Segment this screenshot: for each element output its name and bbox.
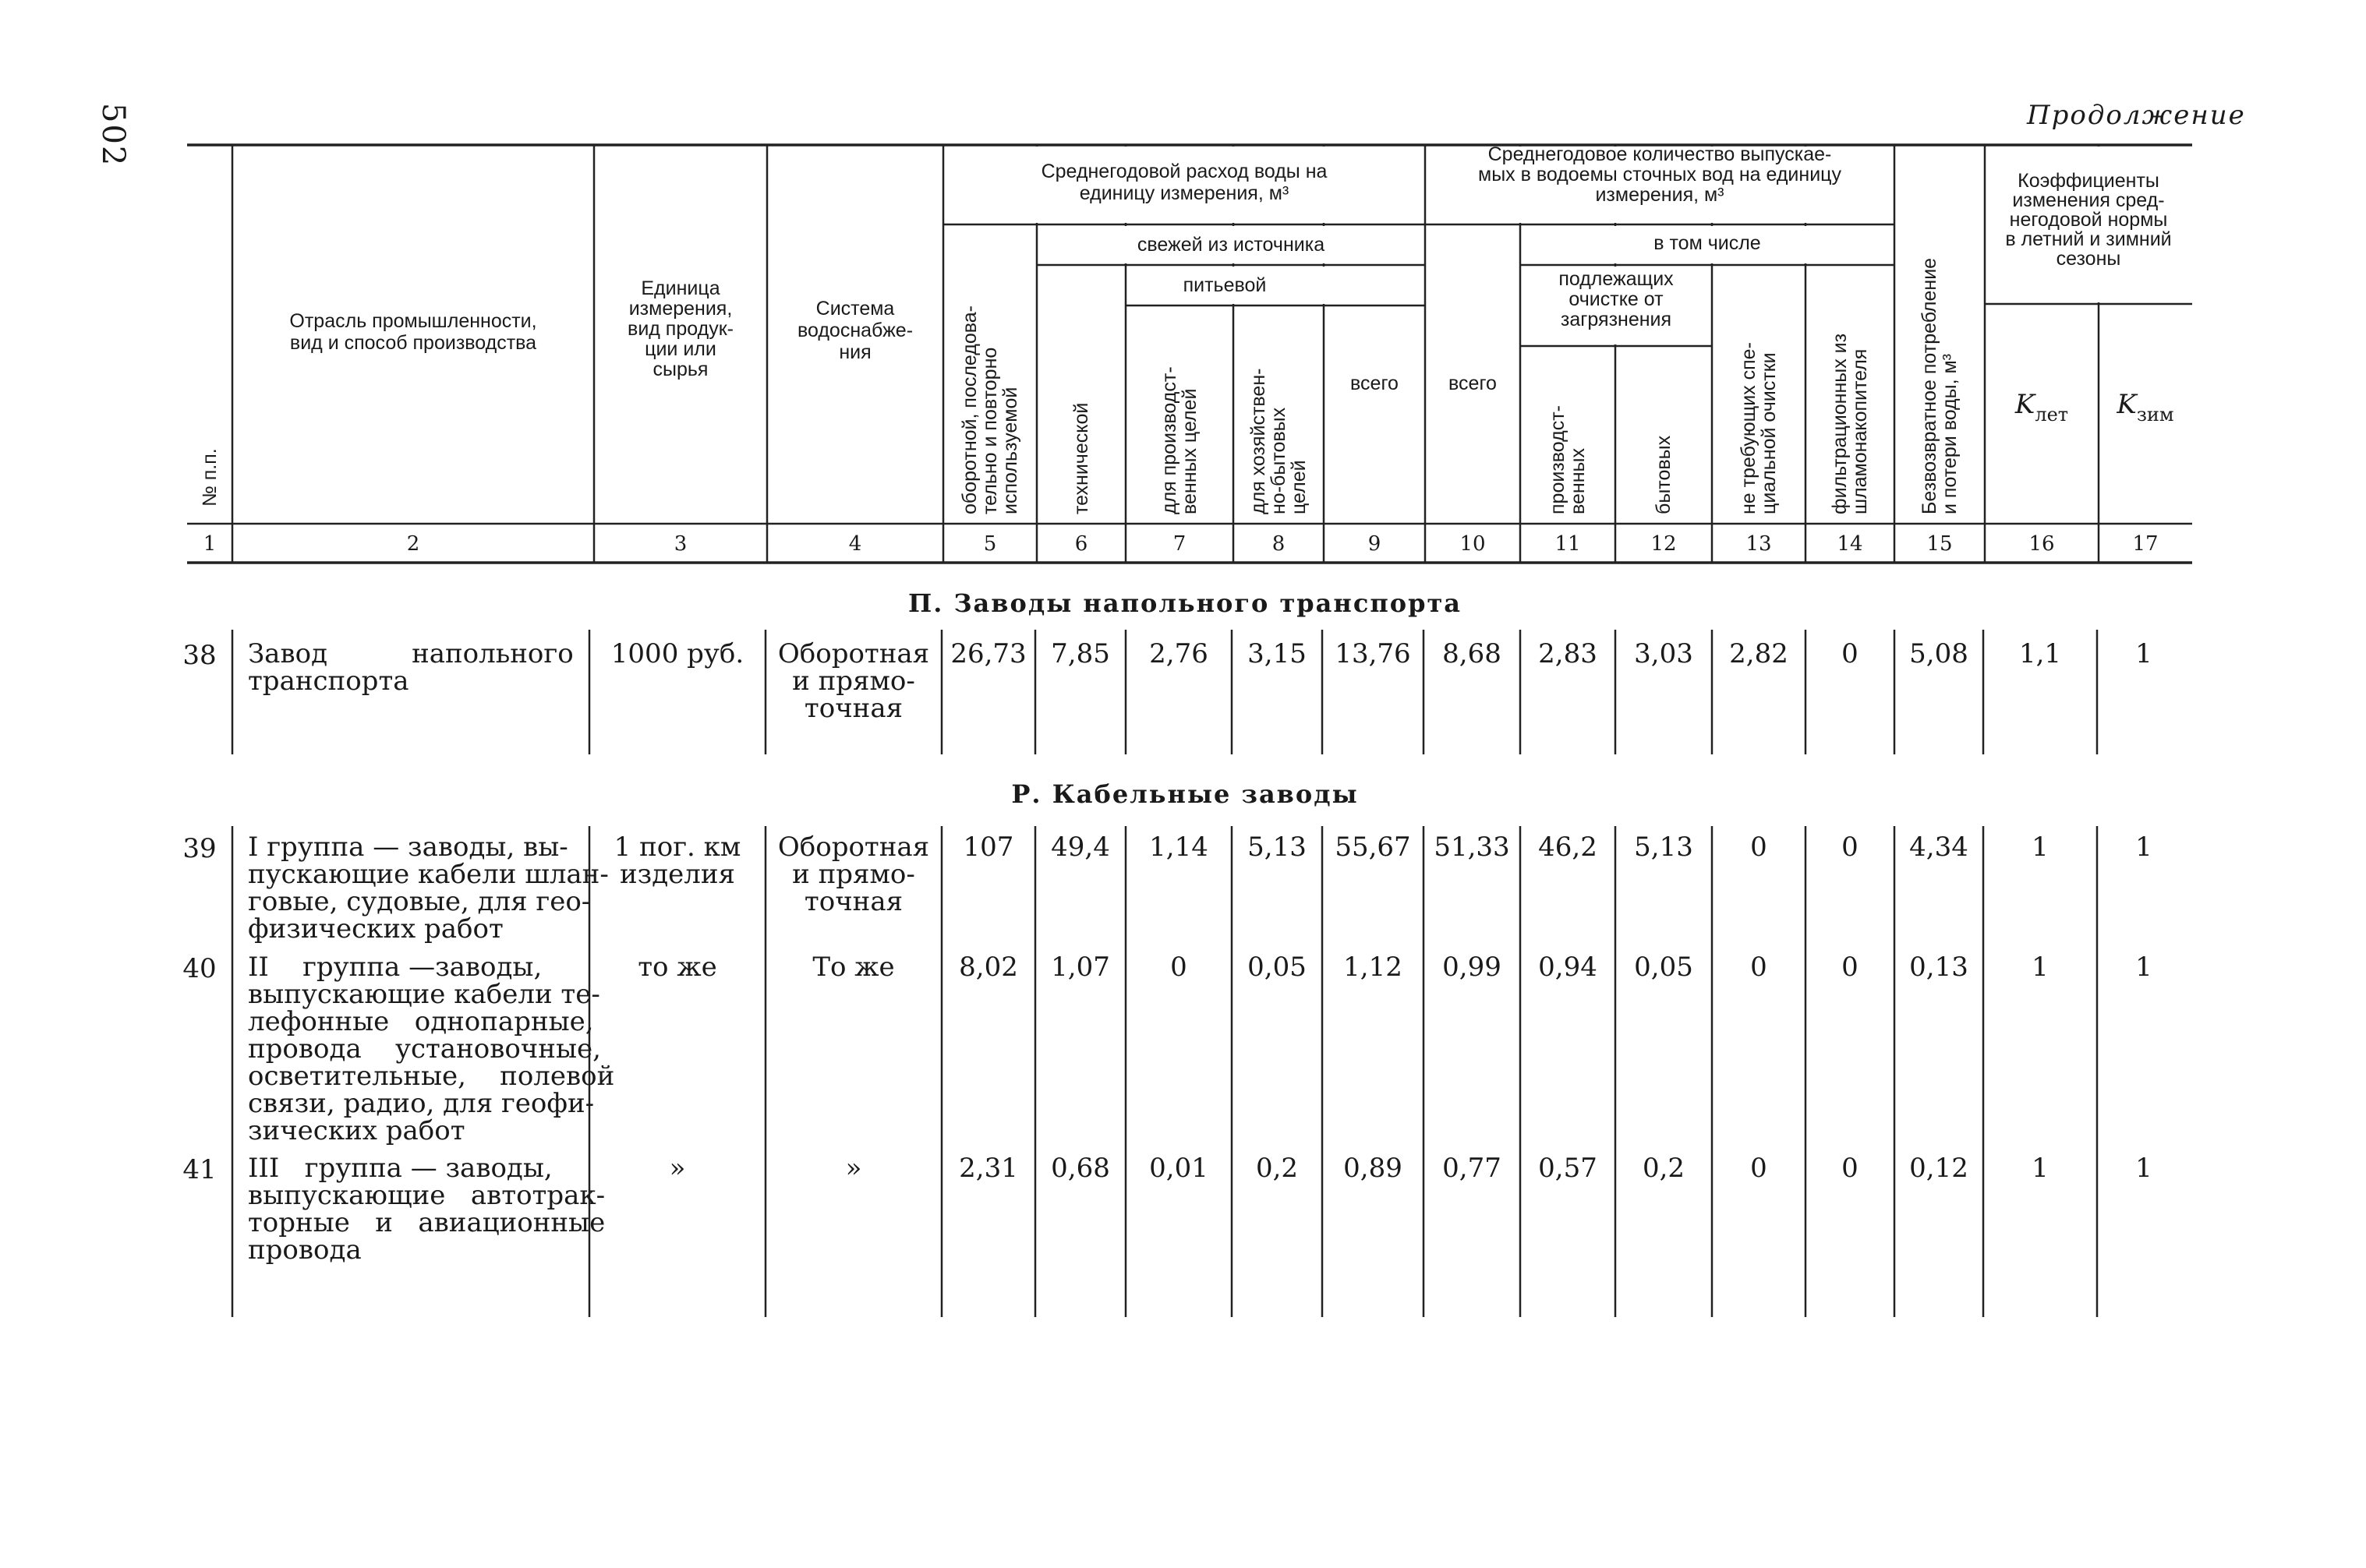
section-title: Р. Кабельные заводы (1011, 779, 1359, 809)
row-system: точная (804, 693, 904, 724)
header-group-coef: сезоны (2056, 248, 2121, 270)
row-name: провода (248, 1234, 362, 1266)
span-mask (1321, 267, 1326, 304)
row-value: 2,82 (1729, 638, 1788, 669)
row-value: 13,76 (1335, 638, 1411, 669)
row-value: 3,03 (1634, 638, 1693, 669)
row-value: 46,2 (1538, 832, 1597, 863)
row-unit: 1000 руб. (610, 638, 744, 669)
header-group-discharge: измерения, м³ (1595, 184, 1724, 206)
row-unit: » (669, 1153, 686, 1184)
row-value: 1 (2135, 1153, 2152, 1184)
row-value: 5,13 (1247, 832, 1307, 863)
header-col-4: Система (815, 298, 895, 320)
row-value: 1,1 (2018, 638, 2062, 669)
column-number: 2 (406, 532, 420, 556)
header-col-11: производст- (1547, 405, 1568, 514)
row-number: 39 (182, 833, 217, 864)
header-group-coef: изменения сред- (2012, 189, 2165, 211)
header-col-4: ния (839, 341, 872, 363)
header-group-treatment: загрязнения (1560, 309, 1672, 330)
column-number: 4 (848, 532, 862, 556)
header-col-15: и потери воды, м³ (1939, 353, 1961, 514)
row-name: пускающие кабели шлан- (248, 859, 609, 890)
column-number: 15 (1926, 532, 1953, 556)
row-name: связи, радио, для геофи- (248, 1088, 595, 1119)
header-col-6: технической (1070, 402, 1092, 514)
page-number: 502 (95, 103, 131, 168)
header-col-7: венных целей (1179, 388, 1201, 514)
header-group-discharge: мых в водоемы сточных вод на единицу (1478, 164, 1841, 185)
row-value: 0 (1750, 1153, 1767, 1184)
row-value: 2,31 (959, 1153, 1018, 1184)
header-group-potable: питьевой (1183, 274, 1267, 296)
header-col-14: шламонакопителя (1849, 348, 1871, 514)
column-number: 8 (1271, 532, 1286, 556)
row-value: 0,94 (1538, 952, 1597, 983)
header-group-discharge: Среднегодовое количество выпускае- (1487, 143, 1832, 165)
row-name: II группа —заводы, (248, 952, 543, 983)
header-col-8: для хозяйствен- (1247, 368, 1269, 514)
row-value: 0 (1750, 952, 1767, 983)
row-value: 5,13 (1634, 832, 1693, 863)
row-value: 49,4 (1051, 832, 1110, 863)
row-number: 40 (182, 953, 217, 984)
row-value: 26,73 (950, 638, 1027, 669)
column-number: 12 (1650, 532, 1677, 556)
header-col-8: но-бытовых (1268, 407, 1289, 514)
header-col-7: для производст- (1158, 366, 1180, 514)
header-col-2: Отрасль промышленности, (289, 310, 537, 332)
row-value: 51,33 (1434, 832, 1510, 863)
row-value: 0,01 (1149, 1153, 1208, 1184)
row-name: зических работ (248, 1115, 465, 1146)
row-value: 1,14 (1149, 832, 1208, 863)
header-col-10: всего (1448, 373, 1497, 394)
header-col-12: бытовых (1653, 435, 1675, 514)
row-value: 8,68 (1442, 638, 1501, 669)
row-unit: 1 пог. км (614, 832, 741, 863)
header-col-1: № п.п. (199, 448, 221, 507)
row-value: 2,83 (1538, 638, 1597, 669)
row-value: 0,68 (1051, 1153, 1110, 1184)
row-system: и прямо- (792, 859, 915, 890)
header-col-17: $K_{зим}$ (2117, 389, 2174, 426)
row-value: 1 (2135, 832, 2152, 863)
header-col-11: венных (1567, 448, 1589, 514)
header-col-8: целей (1288, 460, 1310, 514)
header-col-3: Единица (641, 277, 720, 299)
row-value: 0,89 (1343, 1153, 1402, 1184)
row-value: 0,2 (1642, 1153, 1685, 1184)
row-value: 107 (963, 832, 1014, 863)
header-col-13: циальной очистки (1758, 352, 1780, 514)
header-col-3: ции или (645, 338, 716, 360)
row-value: 1 (2135, 952, 2152, 983)
header-group-coef: в летний и зимний (2005, 228, 2172, 250)
row-value: 5,08 (1909, 638, 1968, 669)
row-value: 0,57 (1538, 1153, 1597, 1184)
row-name: осветительные, полевой (248, 1061, 615, 1092)
header-group-consumption: единицу измерения, м³ (1079, 182, 1289, 204)
row-system: То же (812, 952, 895, 983)
row-name: физических работ (248, 913, 504, 945)
row-number: 38 (182, 640, 217, 671)
column-number: 3 (674, 532, 688, 556)
row-name: говые, судовые, для гео- (248, 886, 591, 917)
row-value: 0 (1170, 952, 1187, 983)
row-value: 8,02 (959, 952, 1018, 983)
row-value: 1,12 (1343, 952, 1402, 983)
column-number: 7 (1172, 532, 1187, 556)
row-system: и прямо- (792, 666, 915, 697)
column-number: 1 (203, 532, 217, 556)
span-mask (1123, 226, 1128, 263)
row-value: 1,07 (1051, 952, 1110, 983)
row-name: выпускающие кабели те- (248, 979, 600, 1010)
row-value: 0,13 (1909, 952, 1968, 983)
column-number: 17 (2132, 532, 2159, 556)
header-col-15: Безвозвратное потребление (1919, 257, 1940, 514)
row-name: лефонные однопарные, (248, 1006, 594, 1037)
row-value: 0 (1841, 1153, 1858, 1184)
span-mask (1034, 147, 1039, 223)
span-mask (1321, 147, 1326, 223)
row-value: 0 (1750, 832, 1767, 863)
row-value: 0,99 (1442, 952, 1501, 983)
column-number: 9 (1367, 532, 1381, 556)
column-number: 16 (2028, 532, 2055, 556)
row-value: 0 (1841, 832, 1858, 863)
row-system: » (845, 1153, 862, 1184)
row-value: 1 (2032, 832, 2049, 863)
header-col-3: измерения, (628, 298, 733, 320)
row-value: 1 (2032, 952, 2049, 983)
row-value: 0,05 (1634, 952, 1693, 983)
row-name: транспорта (248, 666, 409, 697)
row-value: 0 (1841, 638, 1858, 669)
header-col-13: не требующих спе- (1738, 342, 1759, 514)
row-system: точная (804, 886, 904, 917)
column-number: 14 (1837, 532, 1863, 556)
row-value: 0,77 (1442, 1153, 1501, 1184)
header-col-5: тельно и повторно (979, 347, 1001, 514)
header-col-5: оборотной, последова- (959, 305, 981, 514)
row-number: 41 (182, 1154, 217, 1185)
row-value: 2,76 (1149, 638, 1208, 669)
column-number: 11 (1554, 532, 1581, 556)
column-number: 5 (983, 532, 997, 556)
column-number: 6 (1074, 532, 1088, 556)
header-col-3: сырья (653, 358, 709, 380)
row-value: 1 (2135, 638, 2152, 669)
column-number: 10 (1459, 532, 1486, 556)
header-group-treatment: очистке от (1568, 288, 1664, 310)
header-group-coef: Коэффициенты (2018, 170, 2159, 192)
row-name: торные и авиационные (248, 1207, 606, 1238)
header-group-consumption: Среднегодовой расход воды на (1041, 161, 1328, 182)
span-mask (1613, 226, 1618, 263)
row-value: 0,2 (1255, 1153, 1299, 1184)
span-mask (1803, 226, 1808, 263)
row-name: Завод напольного (248, 638, 574, 669)
row-system: Оборотная (777, 638, 930, 669)
row-value: 55,67 (1335, 832, 1411, 863)
row-name: III группа — заводы, (248, 1153, 553, 1184)
row-name: провода установочные, (248, 1033, 601, 1065)
column-number: 13 (1745, 532, 1772, 556)
row-unit: то же (638, 952, 717, 983)
header-col-2: вид и способ производства (289, 332, 537, 354)
row-name: I группа — заводы, вы- (248, 832, 568, 863)
header-col-4: водоснабже- (797, 320, 914, 341)
header-col-16: $K_{лет}$ (2014, 389, 2069, 426)
row-value: 0,12 (1909, 1153, 1968, 1184)
row-value: 4,34 (1909, 832, 1968, 863)
row-unit: изделия (620, 859, 735, 890)
section-title: П. Заводы напольного транспорта (907, 588, 1462, 618)
header-col-3: вид продук- (628, 318, 734, 340)
continuation-label: Продолжение (2027, 100, 2246, 131)
row-system: Оборотная (777, 832, 930, 863)
row-value: 0,05 (1247, 952, 1307, 983)
row-name: выпускающие автотрак- (248, 1180, 606, 1211)
header-group-coef: негодовой нормы (2009, 209, 2168, 231)
header-col-9: всего (1350, 373, 1399, 394)
row-value: 1 (2032, 1153, 2049, 1184)
row-value: 3,15 (1247, 638, 1307, 669)
header-group-fresh: свежей из источника (1137, 234, 1325, 256)
row-value: 0 (1841, 952, 1858, 983)
header-col-5: используемой (999, 387, 1021, 514)
header-group-including: в том числе (1653, 232, 1761, 254)
header-group-treatment: подлежащих (1558, 268, 1674, 290)
row-value: 7,85 (1051, 638, 1110, 669)
header-col-14: фильтрационных из (1829, 333, 1851, 514)
